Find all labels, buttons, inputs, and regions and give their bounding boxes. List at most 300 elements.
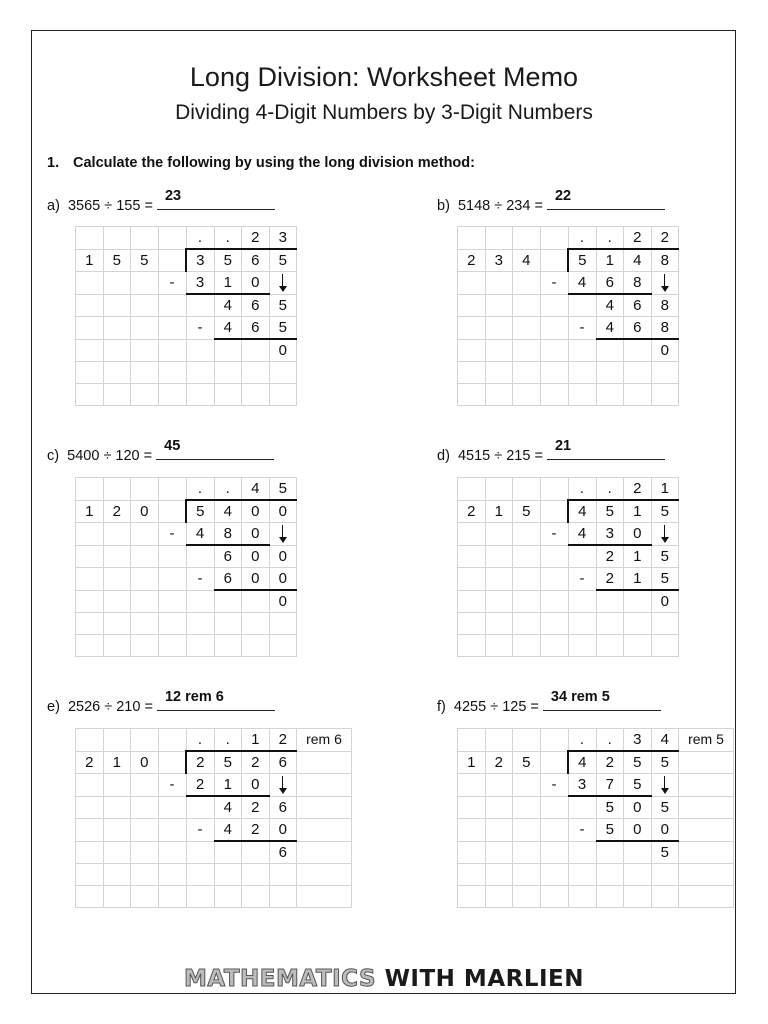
grid-cell xyxy=(485,545,513,568)
grid-cell: 5 xyxy=(651,841,679,864)
grid-row xyxy=(76,339,297,362)
grid-cell xyxy=(458,774,486,797)
grid-row xyxy=(458,227,679,250)
problem-3 xyxy=(47,438,274,464)
grid-cell: 4 xyxy=(568,751,596,774)
grid-cell: 2 xyxy=(242,796,270,819)
grid-row xyxy=(458,478,679,501)
grid-row xyxy=(458,796,734,819)
grid-cell xyxy=(158,362,186,384)
grid-cell xyxy=(540,796,568,819)
grid-cell: 6 xyxy=(242,317,270,340)
grid-cell xyxy=(76,819,104,842)
grid-row xyxy=(76,635,297,657)
grid-cell: 2 xyxy=(596,545,624,568)
grid-cell xyxy=(596,362,624,384)
grid-cell xyxy=(596,590,624,613)
grid-cell: . xyxy=(186,478,214,501)
grid-row xyxy=(458,523,679,546)
grid-cell xyxy=(624,864,652,886)
grid-cell: 0 xyxy=(624,819,652,842)
grid-cell xyxy=(458,635,486,657)
grid-cell xyxy=(513,841,541,864)
grid-cell xyxy=(485,362,513,384)
grid-cell xyxy=(596,635,624,657)
problem-expression: 5400 ÷ 120 = xyxy=(67,448,153,464)
grid-cell xyxy=(76,317,104,340)
grid-cell: 5 xyxy=(651,568,679,591)
grid-cell xyxy=(186,841,214,864)
grid-cell xyxy=(242,613,270,635)
grid-cell: 6 xyxy=(269,796,297,819)
grid-cell: 0 xyxy=(242,500,270,523)
grid-cell xyxy=(513,886,541,908)
grid-cell: 4 xyxy=(513,249,541,272)
grid-cell xyxy=(485,774,513,797)
grid-cell xyxy=(103,384,131,406)
grid-cell xyxy=(103,635,131,657)
grid-cell: 1 xyxy=(242,729,270,752)
grid-cell: 2 xyxy=(186,751,214,774)
grid-cell: 1 xyxy=(624,568,652,591)
grid-cell: 2 xyxy=(624,478,652,501)
division-grid xyxy=(457,226,679,406)
grid-cell: 2 xyxy=(242,819,270,842)
grid-cell xyxy=(186,545,214,568)
grid-cell xyxy=(651,774,679,797)
grid-cell xyxy=(513,635,541,657)
grid-cell xyxy=(540,819,568,842)
grid-row xyxy=(458,635,679,657)
grid-cell: 5 xyxy=(214,751,242,774)
grid-cell: 4 xyxy=(214,500,242,523)
grid-cell xyxy=(76,362,104,384)
grid-cell xyxy=(76,227,104,250)
grid-row xyxy=(76,613,297,635)
grid-cell xyxy=(568,384,596,406)
grid-cell xyxy=(214,590,242,613)
grid-cell xyxy=(458,362,486,384)
grid-cell xyxy=(131,523,159,546)
grid-cell: 5 xyxy=(269,317,297,340)
grid-cell xyxy=(131,545,159,568)
grid-cell: 5 xyxy=(651,500,679,523)
worksheet-title: Long Division: Worksheet Memo xyxy=(189,62,579,92)
grid-cell xyxy=(513,317,541,340)
grid-row xyxy=(458,729,734,752)
grid-cell xyxy=(458,568,486,591)
problem-expression: 5148 ÷ 234 = xyxy=(457,198,543,214)
worksheet-subtitle: Dividing 4-Digit Numbers by 3-Digit Numbers xyxy=(175,101,593,124)
grid-row xyxy=(458,362,679,384)
grid-cell xyxy=(679,751,734,774)
grid-cell xyxy=(214,384,242,406)
grid-row xyxy=(76,796,352,819)
grid-cell xyxy=(568,294,596,317)
grid-cell xyxy=(513,729,541,752)
grid-cell xyxy=(242,590,270,613)
grid-cell: 0 xyxy=(242,272,270,295)
grid-cell xyxy=(485,635,513,657)
grid-cell: 3 xyxy=(186,249,214,272)
grid-cell xyxy=(540,294,568,317)
grid-cell xyxy=(242,339,270,362)
grid-row xyxy=(458,384,679,406)
grid-cell: 4 xyxy=(568,500,596,523)
grid-cell: 5 xyxy=(651,751,679,774)
grid-cell xyxy=(540,227,568,250)
grid-cell xyxy=(513,774,541,797)
grid-cell: 5 xyxy=(186,500,214,523)
problem-letter: a) xyxy=(47,198,60,214)
grid-cell: 0 xyxy=(269,545,297,568)
grid-cell xyxy=(131,362,159,384)
grid-row xyxy=(458,500,679,523)
grid-cell: 2 xyxy=(186,774,214,797)
grid-cell xyxy=(186,590,214,613)
grid-cell xyxy=(158,751,186,774)
grid-cell xyxy=(651,864,679,886)
grid-cell xyxy=(103,590,131,613)
grid-cell xyxy=(513,478,541,501)
grid-cell xyxy=(158,545,186,568)
grid-cell xyxy=(513,339,541,362)
grid-row xyxy=(458,294,679,317)
grid-cell xyxy=(540,362,568,384)
grid-cell: 5 xyxy=(651,545,679,568)
grid-cell xyxy=(513,272,541,295)
grid-cell: . xyxy=(568,227,596,250)
grid-cell xyxy=(76,384,104,406)
grid-cell: 6 xyxy=(214,568,242,591)
grid-cell xyxy=(513,819,541,842)
grid-cell xyxy=(458,294,486,317)
grid-cell: 5 xyxy=(513,500,541,523)
grid-cell xyxy=(131,478,159,501)
grid-cell xyxy=(214,339,242,362)
grid-cell xyxy=(568,635,596,657)
grid-cell xyxy=(131,796,159,819)
grid-cell xyxy=(158,317,186,340)
grid-cell xyxy=(103,841,131,864)
grid-cell: 0 xyxy=(131,751,159,774)
grid-cell xyxy=(458,339,486,362)
grid-cell xyxy=(131,635,159,657)
grid-cell xyxy=(651,523,679,546)
grid-cell xyxy=(679,841,734,864)
grid-cell xyxy=(458,384,486,406)
grid-cell xyxy=(158,864,186,886)
grid-cell: 5 xyxy=(513,751,541,774)
grid-cell xyxy=(513,796,541,819)
grid-row xyxy=(76,384,297,406)
grid-cell: 0 xyxy=(131,500,159,523)
grid-cell xyxy=(103,774,131,797)
grid-cell xyxy=(596,384,624,406)
answer-text: 22 xyxy=(554,188,572,204)
grid-cell: . xyxy=(568,478,596,501)
division-grid xyxy=(75,477,297,657)
grid-cell xyxy=(158,613,186,635)
grid-cell xyxy=(540,751,568,774)
grid-cell xyxy=(76,339,104,362)
grid-cell: 0 xyxy=(269,568,297,591)
grid-cell: 3 xyxy=(568,774,596,797)
grid-cell xyxy=(297,774,352,797)
grid-cell xyxy=(485,272,513,295)
grid-cell xyxy=(297,819,352,842)
grid-cell xyxy=(103,523,131,546)
grid-cell xyxy=(485,478,513,501)
grid-cell xyxy=(103,339,131,362)
grid-cell xyxy=(679,886,734,908)
grid-cell: - xyxy=(186,819,214,842)
grid-cell xyxy=(540,545,568,568)
answer-line xyxy=(547,438,665,460)
grid-cell xyxy=(186,864,214,886)
grid-row xyxy=(458,590,679,613)
problem-letter: b) xyxy=(437,198,450,214)
grid-cell xyxy=(568,864,596,886)
grid-cell xyxy=(131,317,159,340)
grid-cell xyxy=(485,590,513,613)
grid-cell xyxy=(103,227,131,250)
grid-cell xyxy=(513,362,541,384)
grid-cell xyxy=(186,886,214,908)
grid-cell xyxy=(131,774,159,797)
grid-cell xyxy=(297,886,352,908)
grid-cell: 4 xyxy=(186,523,214,546)
grid-cell xyxy=(214,362,242,384)
grid-cell xyxy=(458,478,486,501)
grid-cell xyxy=(624,886,652,908)
grid-cell xyxy=(158,294,186,317)
grid-cell xyxy=(158,227,186,250)
grid-cell: 1 xyxy=(485,500,513,523)
grid-cell xyxy=(540,841,568,864)
problem-2 xyxy=(437,188,665,214)
grid-cell: 8 xyxy=(214,523,242,546)
grid-cell: 4 xyxy=(214,819,242,842)
grid-cell xyxy=(513,294,541,317)
grid-row xyxy=(458,545,679,568)
grid-cell xyxy=(568,613,596,635)
grid-cell xyxy=(103,729,131,752)
grid-cell xyxy=(76,774,104,797)
grid-cell xyxy=(76,729,104,752)
grid-cell: 1 xyxy=(103,751,131,774)
grid-cell xyxy=(76,613,104,635)
grid-cell xyxy=(131,384,159,406)
grid-cell xyxy=(568,590,596,613)
grid-cell: 1 xyxy=(214,272,242,295)
grid-cell: 6 xyxy=(242,249,270,272)
remainder-label: rem 6 xyxy=(297,729,352,752)
division-grid xyxy=(457,477,679,657)
grid-cell xyxy=(131,294,159,317)
brand-logo-part1: MATHEMATICS xyxy=(183,966,377,992)
grid-cell xyxy=(186,635,214,657)
grid-cell xyxy=(485,227,513,250)
grid-cell xyxy=(76,841,104,864)
grid-cell xyxy=(540,729,568,752)
grid-cell xyxy=(596,339,624,362)
grid-cell xyxy=(513,227,541,250)
grid-cell xyxy=(131,886,159,908)
grid-cell: 5 xyxy=(131,249,159,272)
grid-cell xyxy=(624,384,652,406)
grid-cell: 8 xyxy=(651,249,679,272)
grid-cell xyxy=(651,613,679,635)
grid-cell: 5 xyxy=(269,249,297,272)
grid-cell xyxy=(242,864,270,886)
grid-row xyxy=(76,841,352,864)
grid-cell xyxy=(76,635,104,657)
grid-cell xyxy=(596,841,624,864)
problem-5 xyxy=(47,689,275,715)
grid-cell: - xyxy=(158,272,186,295)
grid-row xyxy=(458,249,679,272)
grid-row xyxy=(76,227,297,250)
grid-cell xyxy=(458,864,486,886)
grid-cell: 6 xyxy=(624,294,652,317)
grid-cell xyxy=(297,864,352,886)
brand-logo xyxy=(0,966,768,992)
grid-cell xyxy=(131,568,159,591)
grid-row xyxy=(76,729,352,752)
grid-cell xyxy=(76,478,104,501)
grid-cell xyxy=(540,317,568,340)
grid-cell: 0 xyxy=(242,523,270,546)
grid-cell: . xyxy=(186,227,214,250)
grid-cell xyxy=(242,384,270,406)
grid-row xyxy=(458,339,679,362)
grid-cell: 5 xyxy=(269,478,297,501)
grid-cell xyxy=(568,339,596,362)
grid-cell xyxy=(458,317,486,340)
grid-cell xyxy=(513,523,541,546)
grid-cell xyxy=(458,523,486,546)
grid-cell: 0 xyxy=(242,568,270,591)
grid-cell: 5 xyxy=(596,500,624,523)
grid-cell: 4 xyxy=(568,272,596,295)
grid-cell xyxy=(458,590,486,613)
grid-cell xyxy=(76,523,104,546)
grid-row xyxy=(458,841,734,864)
grid-cell xyxy=(76,864,104,886)
grid-cell xyxy=(103,478,131,501)
grid-cell xyxy=(131,864,159,886)
grid-cell xyxy=(214,841,242,864)
grid-cell: - xyxy=(186,568,214,591)
answer-line xyxy=(156,438,274,460)
grid-cell xyxy=(485,294,513,317)
grid-cell xyxy=(568,796,596,819)
grid-cell xyxy=(568,886,596,908)
grid-cell xyxy=(214,886,242,908)
grid-cell: 0 xyxy=(624,523,652,546)
grid-cell: 5 xyxy=(651,796,679,819)
grid-cell xyxy=(158,886,186,908)
grid-cell xyxy=(485,841,513,864)
grid-cell: 0 xyxy=(624,796,652,819)
grid-cell xyxy=(269,886,297,908)
grid-row xyxy=(458,819,734,842)
grid-cell xyxy=(103,819,131,842)
answer-line xyxy=(547,188,665,210)
grid-row xyxy=(76,249,297,272)
grid-cell xyxy=(297,841,352,864)
grid-cell: . xyxy=(568,729,596,752)
grid-cell: 1 xyxy=(76,249,104,272)
grid-cell: 4 xyxy=(214,294,242,317)
grid-cell xyxy=(568,841,596,864)
division-grid xyxy=(457,728,734,908)
grid-cell xyxy=(485,317,513,340)
grid-cell xyxy=(242,841,270,864)
grid-cell xyxy=(214,613,242,635)
grid-cell xyxy=(186,294,214,317)
grid-cell xyxy=(568,362,596,384)
grid-cell xyxy=(158,384,186,406)
grid-cell xyxy=(269,613,297,635)
grid-cell: 5 xyxy=(624,774,652,797)
grid-row xyxy=(76,590,297,613)
grid-row xyxy=(458,613,679,635)
grid-row xyxy=(76,886,352,908)
grid-cell xyxy=(103,272,131,295)
answer-text: 23 xyxy=(164,188,182,204)
grid-cell: 1 xyxy=(624,545,652,568)
grid-cell xyxy=(458,545,486,568)
grid-cell: - xyxy=(568,819,596,842)
grid-cell: 4 xyxy=(568,523,596,546)
answer-text: 34 rem 5 xyxy=(550,689,610,705)
grid-cell xyxy=(103,796,131,819)
grid-cell: . xyxy=(214,227,242,250)
grid-cell xyxy=(76,272,104,295)
grid-cell: 1 xyxy=(76,500,104,523)
grid-cell xyxy=(103,362,131,384)
grid-cell: 0 xyxy=(269,500,297,523)
grid-cell xyxy=(679,796,734,819)
grid-cell: 2 xyxy=(458,500,486,523)
grid-cell: - xyxy=(158,523,186,546)
grid-cell xyxy=(131,819,159,842)
grid-cell xyxy=(297,796,352,819)
answer-text: 12 rem 6 xyxy=(164,689,224,705)
grid-cell: 3 xyxy=(186,272,214,295)
grid-cell: 2 xyxy=(103,500,131,523)
grid-cell xyxy=(679,774,734,797)
grid-cell: 3 xyxy=(596,523,624,546)
grid-cell xyxy=(242,635,270,657)
grid-cell xyxy=(458,819,486,842)
grid-cell xyxy=(103,864,131,886)
grid-cell: . xyxy=(214,729,242,752)
grid-cell: 3 xyxy=(269,227,297,250)
grid-cell: 2 xyxy=(269,729,297,752)
grid-cell: . xyxy=(596,729,624,752)
grid-row xyxy=(458,864,734,886)
grid-cell xyxy=(269,272,297,295)
grid-cell: 8 xyxy=(651,317,679,340)
grid-cell xyxy=(103,294,131,317)
grid-cell: 0 xyxy=(269,819,297,842)
grid-cell xyxy=(540,568,568,591)
problem-letter: e) xyxy=(47,699,60,715)
grid-cell: 4 xyxy=(596,317,624,340)
